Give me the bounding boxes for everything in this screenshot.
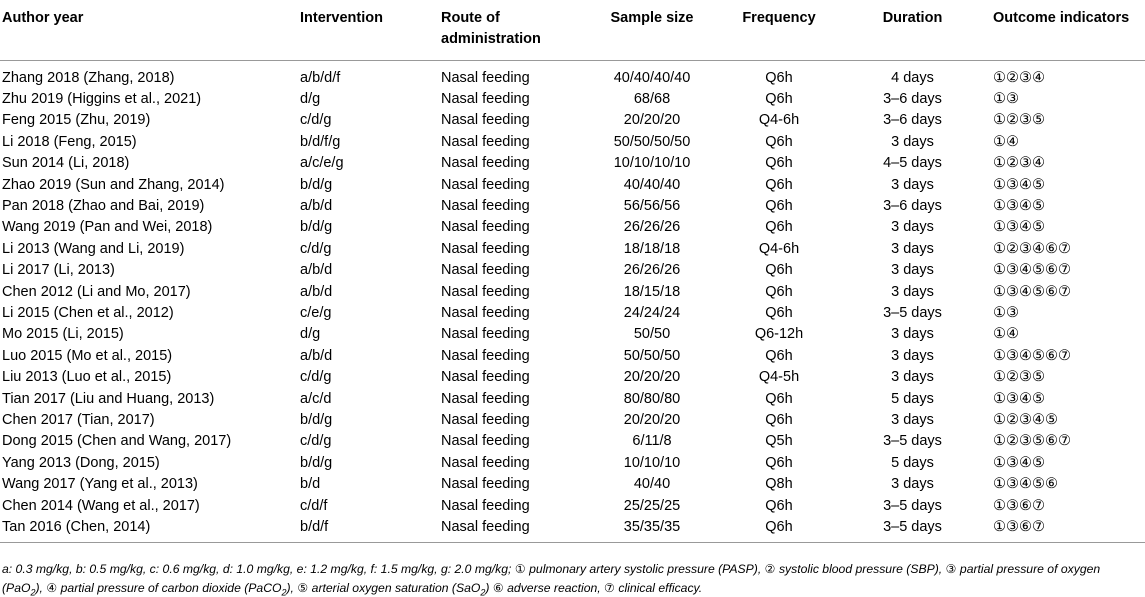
table-row [0,60,1145,89]
cell-duration: 5 days [891,390,934,407]
cell-frequency: Q6h [765,497,793,514]
cell-author-year: Zhang 2018 (Zhang, 2018) [2,69,175,86]
cell-route: Nasal feeding [441,155,530,172]
cell-author-year: Li 2015 (Chen et al., 2012) [2,304,174,321]
cell-sample-size: 24/24/24 [623,304,681,321]
cell-duration: 3–5 days [883,497,942,514]
footnote-text-2: systolic blood pressure (SBP), [778,562,943,576]
cell-sample-size: 50/50/50 [623,347,681,364]
cell-route: Nasal feeding [441,197,530,214]
cell-author-year: Sun 2014 (Li, 2018) [2,155,130,172]
cell-outcome-indicators: ①②③⑤ [993,112,1045,129]
cell-sample-size: 40/40/40 [623,176,681,193]
cell-duration: 3 days [891,326,934,343]
cell-outcome-indicators: ①③④⑤⑥⑦ [993,347,1071,364]
cell-author-year: Feng 2015 (Zhu, 2019) [2,112,151,129]
cell-route: Nasal feeding [441,69,530,86]
cell-author-year: Luo 2015 (Mo et al., 2015) [2,347,173,364]
cell-duration: 3–5 days [883,519,942,536]
cell-duration: 3 days [891,262,934,279]
cell-sample-size: 25/25/25 [623,497,681,514]
cell-sample-size: 10/10/10/10 [613,155,691,172]
table-row [0,474,1145,495]
cell-intervention: b/d [300,476,321,493]
table-row [0,517,1145,543]
cell-intervention: c/d/g [300,369,332,386]
cell-intervention: c/d/g [300,112,332,129]
cell-sample-size: 20/20/20 [623,112,681,129]
cell-frequency: Q6h [765,176,793,193]
cell-author-year: Zhu 2019 (Higgins et al., 2021) [2,90,202,107]
cell-sample-size: 10/10/10 [623,454,681,471]
table-footnote [2,560,1142,597]
cell-intervention: a/b/d [300,262,333,279]
cell-outcome-indicators: ①③④⑤ [993,197,1045,214]
table-header [0,0,1145,60]
cell-route: Nasal feeding [441,112,530,129]
cell-outcome-indicators: ①③④⑤ [993,390,1045,407]
cell-route: Nasal feeding [441,412,530,428]
cell-intervention: b/d/g [300,412,333,428]
cell-route: Nasal feeding [441,369,530,386]
cell-author-year: Liu 2013 (Luo et al., 2015) [2,369,172,386]
cell-duration: 3 days [891,133,934,150]
table-row [0,324,1145,345]
footnote-text-6: adverse reaction, [507,580,601,595]
table-row [0,239,1145,260]
cell-author-year: Li 2017 (Li, 2013) [2,262,115,279]
cell-intervention: c/e/g [300,304,332,321]
cell-route: Nasal feeding [441,133,530,150]
cell-frequency: Q6h [765,390,793,407]
cell-route: Nasal feeding [441,347,530,364]
subscript-2: 2 [30,586,36,597]
header-outcome-indicators: Outcome indicators [993,10,1130,26]
cell-route: Nasal feeding [441,326,530,343]
cell-sample-size: 26/26/26 [623,219,681,236]
header-duration: Duration [882,10,943,26]
cell-outcome-indicators: ①②③④⑤ [993,412,1058,428]
footnote-text-7: clinical efficacy. [618,580,703,595]
cell-intervention: a/c/e/g [300,155,344,172]
cell-duration: 3 days [891,347,934,364]
cell-author-year: Wang 2017 (Yang et al., 2013) [2,476,198,493]
cell-author-year: Li 2013 (Wang and Li, 2019) [2,240,185,257]
cell-author-year: Tian 2017 (Liu and Huang, 2013) [2,390,215,407]
cell-author-year: Li 2018 (Feng, 2015) [2,133,137,150]
footnote-marker-7: ⑦ [604,580,615,595]
table-row [0,89,1145,110]
cell-author-year: Dong 2015 (Chen and Wang, 2017) [2,433,232,450]
cell-sample-size: 18/15/18 [623,283,681,300]
table-row [0,410,1145,431]
footnote-marker-6: ⑥ [492,580,504,595]
footnote-marker-4: ④ [46,580,58,595]
header-intervention: Intervention [300,10,383,26]
cell-route: Nasal feeding [441,262,530,279]
cell-duration: 3–6 days [883,197,942,214]
footnote-text-4: partial pressure of carbon dioxide (PaCO$_2$), [60,580,294,597]
cell-author-year: Chen 2012 (Li and Mo, 2017) [2,283,191,300]
cell-duration: 3 days [891,476,934,493]
cell-frequency: Q6h [765,219,793,236]
cell-route: Nasal feeding [441,433,530,450]
cell-author-year: Pan 2018 (Zhao and Bai, 2019) [2,197,205,214]
cell-intervention: b/d/f [300,519,329,536]
cell-route: Nasal feeding [441,304,530,321]
cell-outcome-indicators: ①③ [993,90,1019,107]
cell-sample-size: 80/80/80 [623,390,681,407]
table-row [0,346,1145,367]
table-row [0,260,1145,281]
cell-duration: 3–6 days [883,112,942,129]
cell-frequency: Q4-6h [758,240,800,257]
table-row [0,196,1145,217]
header-frequency: Frequency [742,10,816,26]
cell-route: Nasal feeding [441,497,530,514]
table-row [0,496,1145,517]
footnote-marker-2: ② [764,562,776,576]
cell-frequency: Q8h [765,476,793,493]
cell-route: Nasal feeding [441,176,530,193]
cell-sample-size: 50/50 [633,326,671,343]
cell-sample-size: 50/50/50/50 [613,133,691,150]
cell-duration: 4 days [891,69,934,86]
cell-outcome-indicators: ①③④⑤ [993,454,1045,471]
cell-sample-size: 40/40 [633,476,671,493]
cell-outcome-indicators: ①②③④⑥⑦ [993,240,1071,257]
cell-sample-size: 6/11/8 [632,433,672,450]
table-row [0,110,1145,131]
cell-route: Nasal feeding [441,519,530,536]
cell-frequency: Q6h [765,347,793,364]
cell-duration: 3 days [891,283,934,300]
cell-sample-size: 20/20/20 [623,369,681,386]
subscript-2: 2 [480,586,486,597]
cell-frequency: Q4-5h [758,369,800,386]
cell-author-year: Chen 2017 (Tian, 2017) [2,412,155,428]
table-row [0,389,1145,410]
cell-duration: 4–5 days [883,155,942,172]
cell-author-year: Mo 2015 (Li, 2015) [2,326,124,343]
footnote-text-1: pulmonary artery systolic pressure (PASP), [529,562,762,576]
cell-outcome-indicators: ①③④⑤ [993,176,1045,193]
cell-sample-size: 20/20/20 [623,412,681,428]
cell-route: Nasal feeding [441,240,530,257]
cell-outcome-indicators: ①②③⑤ [993,369,1045,386]
cell-outcome-indicators: ①②③④ [993,69,1045,86]
cell-frequency: Q6h [765,283,793,300]
cell-outcome-indicators: ①②③④ [993,155,1045,172]
footnote-marker-3: ③ [945,562,957,576]
cell-author-year: Yang 2013 (Dong, 2015) [2,454,160,471]
cell-frequency: Q6h [765,304,793,321]
cell-frequency: Q6h [765,412,793,428]
header-route: Route of administration [441,10,541,47]
cell-outcome-indicators: ①④ [993,326,1019,343]
cell-duration: 3 days [891,369,934,386]
footnote-text-3: partial pressure of oxygen (PaO$_2$), [2,562,1101,597]
header-sample-size: Sample size [610,10,694,26]
table-row [0,175,1145,196]
table-row [0,303,1145,324]
cell-author-year: Tan 2016 (Chen, 2014) [2,519,151,536]
cell-route: Nasal feeding [441,390,530,407]
cell-duration: 5 days [891,454,934,471]
cell-outcome-indicators: ①③ [993,304,1019,321]
cell-sample-size: 40/40/40/40 [613,69,691,86]
cell-intervention: b/d/g [300,219,333,236]
header-author-year: Author year [2,10,84,26]
cell-outcome-indicators: ①③⑥⑦ [993,519,1045,536]
cell-outcome-indicators: ①③④⑤⑥⑦ [993,283,1071,300]
cell-duration: 3 days [891,240,934,257]
cell-frequency: Q4-6h [758,112,800,129]
cell-intervention: c/d/g [300,433,332,450]
cell-intervention: b/d/g [300,454,333,471]
cell-author-year: Wang 2019 (Pan and Wei, 2018) [2,219,213,236]
cell-sample-size: 56/56/56 [623,197,681,214]
cell-sample-size: 68/68 [633,90,671,107]
cell-duration: 3 days [891,219,934,236]
table-row [0,132,1145,153]
cell-author-year: Zhao 2019 (Sun and Zhang, 2014) [2,176,225,193]
cell-route: Nasal feeding [441,283,530,300]
subscript-2: 2 [281,586,287,597]
cell-frequency: Q6h [765,90,793,107]
table-row [0,282,1145,303]
cell-frequency: Q6h [765,197,793,214]
cell-frequency: Q6h [765,454,793,471]
cell-duration: 3–5 days [883,304,942,321]
cell-frequency: Q6h [765,262,793,279]
table-row [0,217,1145,238]
cell-frequency: Q6-12h [754,326,804,343]
cell-author-year: Chen 2014 (Wang et al., 2017) [2,497,200,514]
cell-frequency: Q5h [765,433,793,450]
cell-route: Nasal feeding [441,454,530,471]
footnote-marker-5: ⑤ [297,580,309,595]
cell-sample-size: 26/26/26 [623,262,681,279]
table-body [0,60,1145,543]
cell-sample-size: 35/35/35 [623,519,681,536]
cell-intervention: b/d/f/g [300,133,341,150]
cell-frequency: Q6h [765,155,793,172]
table-row [0,431,1145,452]
cell-sample-size: 18/18/18 [623,240,681,257]
cell-intervention: b/d/g [300,176,333,193]
cell-duration: 3 days [891,412,934,428]
cell-outcome-indicators: ①③④⑤⑥ [993,476,1058,493]
cell-intervention: a/b/d [300,197,333,214]
cell-intervention: c/d/g [300,240,332,257]
cell-intervention: c/d/f [300,497,328,514]
cell-route: Nasal feeding [441,219,530,236]
cell-duration: 3 days [891,176,934,193]
cell-frequency: Q6h [765,69,793,86]
cell-intervention: a/b/d [300,283,333,300]
cell-intervention: d/g [300,326,321,343]
cell-outcome-indicators: ①③⑥⑦ [993,497,1045,514]
cell-frequency: Q6h [765,133,793,150]
footnote-marker-1: ① [514,562,526,576]
cell-duration: 3–5 days [883,433,942,450]
cell-route: Nasal feeding [441,90,530,107]
table-row [0,367,1145,388]
cell-frequency: Q6h [765,519,793,536]
footnote-text-5: arterial oxygen saturation (SaO$_2$) [311,580,490,597]
table-row [0,153,1145,174]
cell-duration: 3–6 days [883,90,942,107]
cell-intervention: d/g [300,90,321,107]
cell-outcome-indicators: ①③④⑤ [993,219,1045,236]
cell-intervention: a/b/d [300,347,333,364]
table-row [0,453,1145,474]
footnote-doses: a: 0.3 mg/kg, b: 0.5 mg/kg, c: 0.6 mg/kg, d: 1.0 mg/kg, e: 1.2 mg/kg, f: 1.5 mg/kg, g: 2.0 mg/kg; [2,562,512,576]
cell-intervention: a/b/d/f [300,69,341,86]
cell-outcome-indicators: ①②③⑤⑥⑦ [993,433,1071,450]
cell-route: Nasal feeding [441,476,530,493]
cell-intervention: a/c/d [300,390,332,407]
cell-outcome-indicators: ①④ [993,133,1019,150]
cell-outcome-indicators: ①③④⑤⑥⑦ [993,262,1071,279]
